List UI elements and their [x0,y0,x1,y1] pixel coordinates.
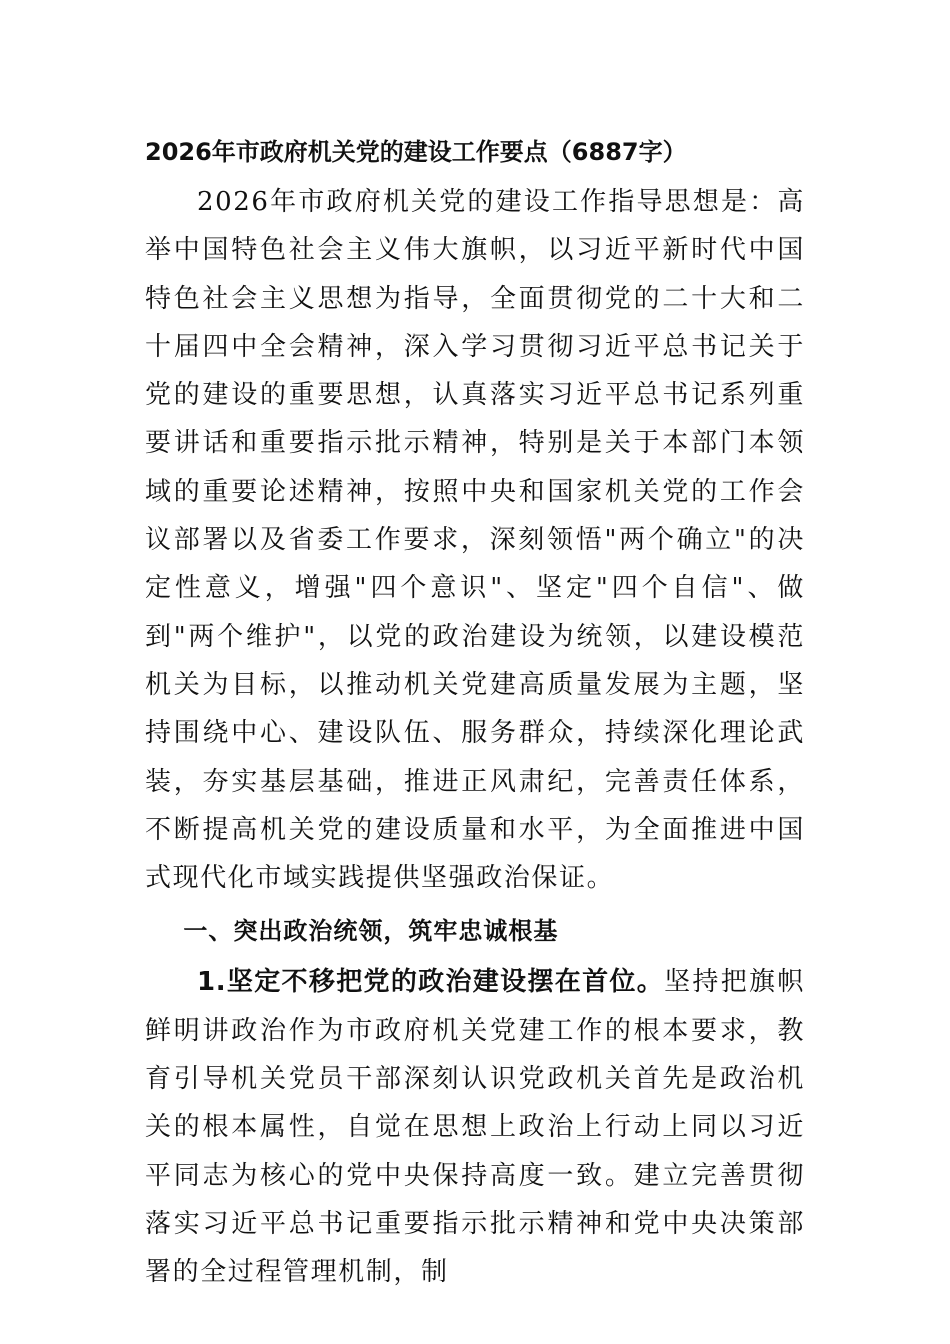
document-body [145,132,805,1297]
section-1-heading: 一、突出政治统领，筑牢忠诚根基 [183,917,559,946]
item-1-text: 坚持把旗帜鲜明讲政治作为市政府机关党建工作的根本要求，教育引导机关党员干部深刻认识党政机关首先是政治机关的根本属性，自觉在思想上政治上行动上同以习近平同志为核心的党中央保持高度一致。建立完善贯彻落实习近平总书记重要指示批示精神和党中央决策部署的全过程管理机制，制 [145,967,805,1288]
item-1-paragraph [145,958,805,1296]
item-1-lead: 1.坚定不移把党的政治建设摆在首位。 [197,967,665,998]
intro-paragraph: 2026年市政府机关党的建设工作指导思想是：高举中国特色社会主义伟大旗帜，以习近平新时代中国特色社会主义思想为指导，全面贯彻党的二十大和二十届四中全会精神，深入学习贯彻习近平总书记关于党的建设的重要思想，认真落实习近平总书记系列重要讲话和重要指示批示精神，特别是关于本部门本领域的重要论述精神，按照中央和国家机关党的工作会议部署以及省委工作要求，深刻领悟"两个确立"的决定性意义，增强"四个意识"、坚定"四个自信"、做到"两个维护"，以党的政治建设为统领，以建设模范机关为目标，以推动机关党建高质量发展为主题，坚持围绕中心、建设队伍、服务群众，持续深化理论武装，夯实基层基础，推进正风肃纪，完善责任体系，不断提高机关党的建设质量和水平，为全面推进中国式现代化市域实践提供坚强政治保证。 [145,187,805,894]
document-title: 2026年市政府机关党的建设工作要点（6887字） [145,138,687,166]
